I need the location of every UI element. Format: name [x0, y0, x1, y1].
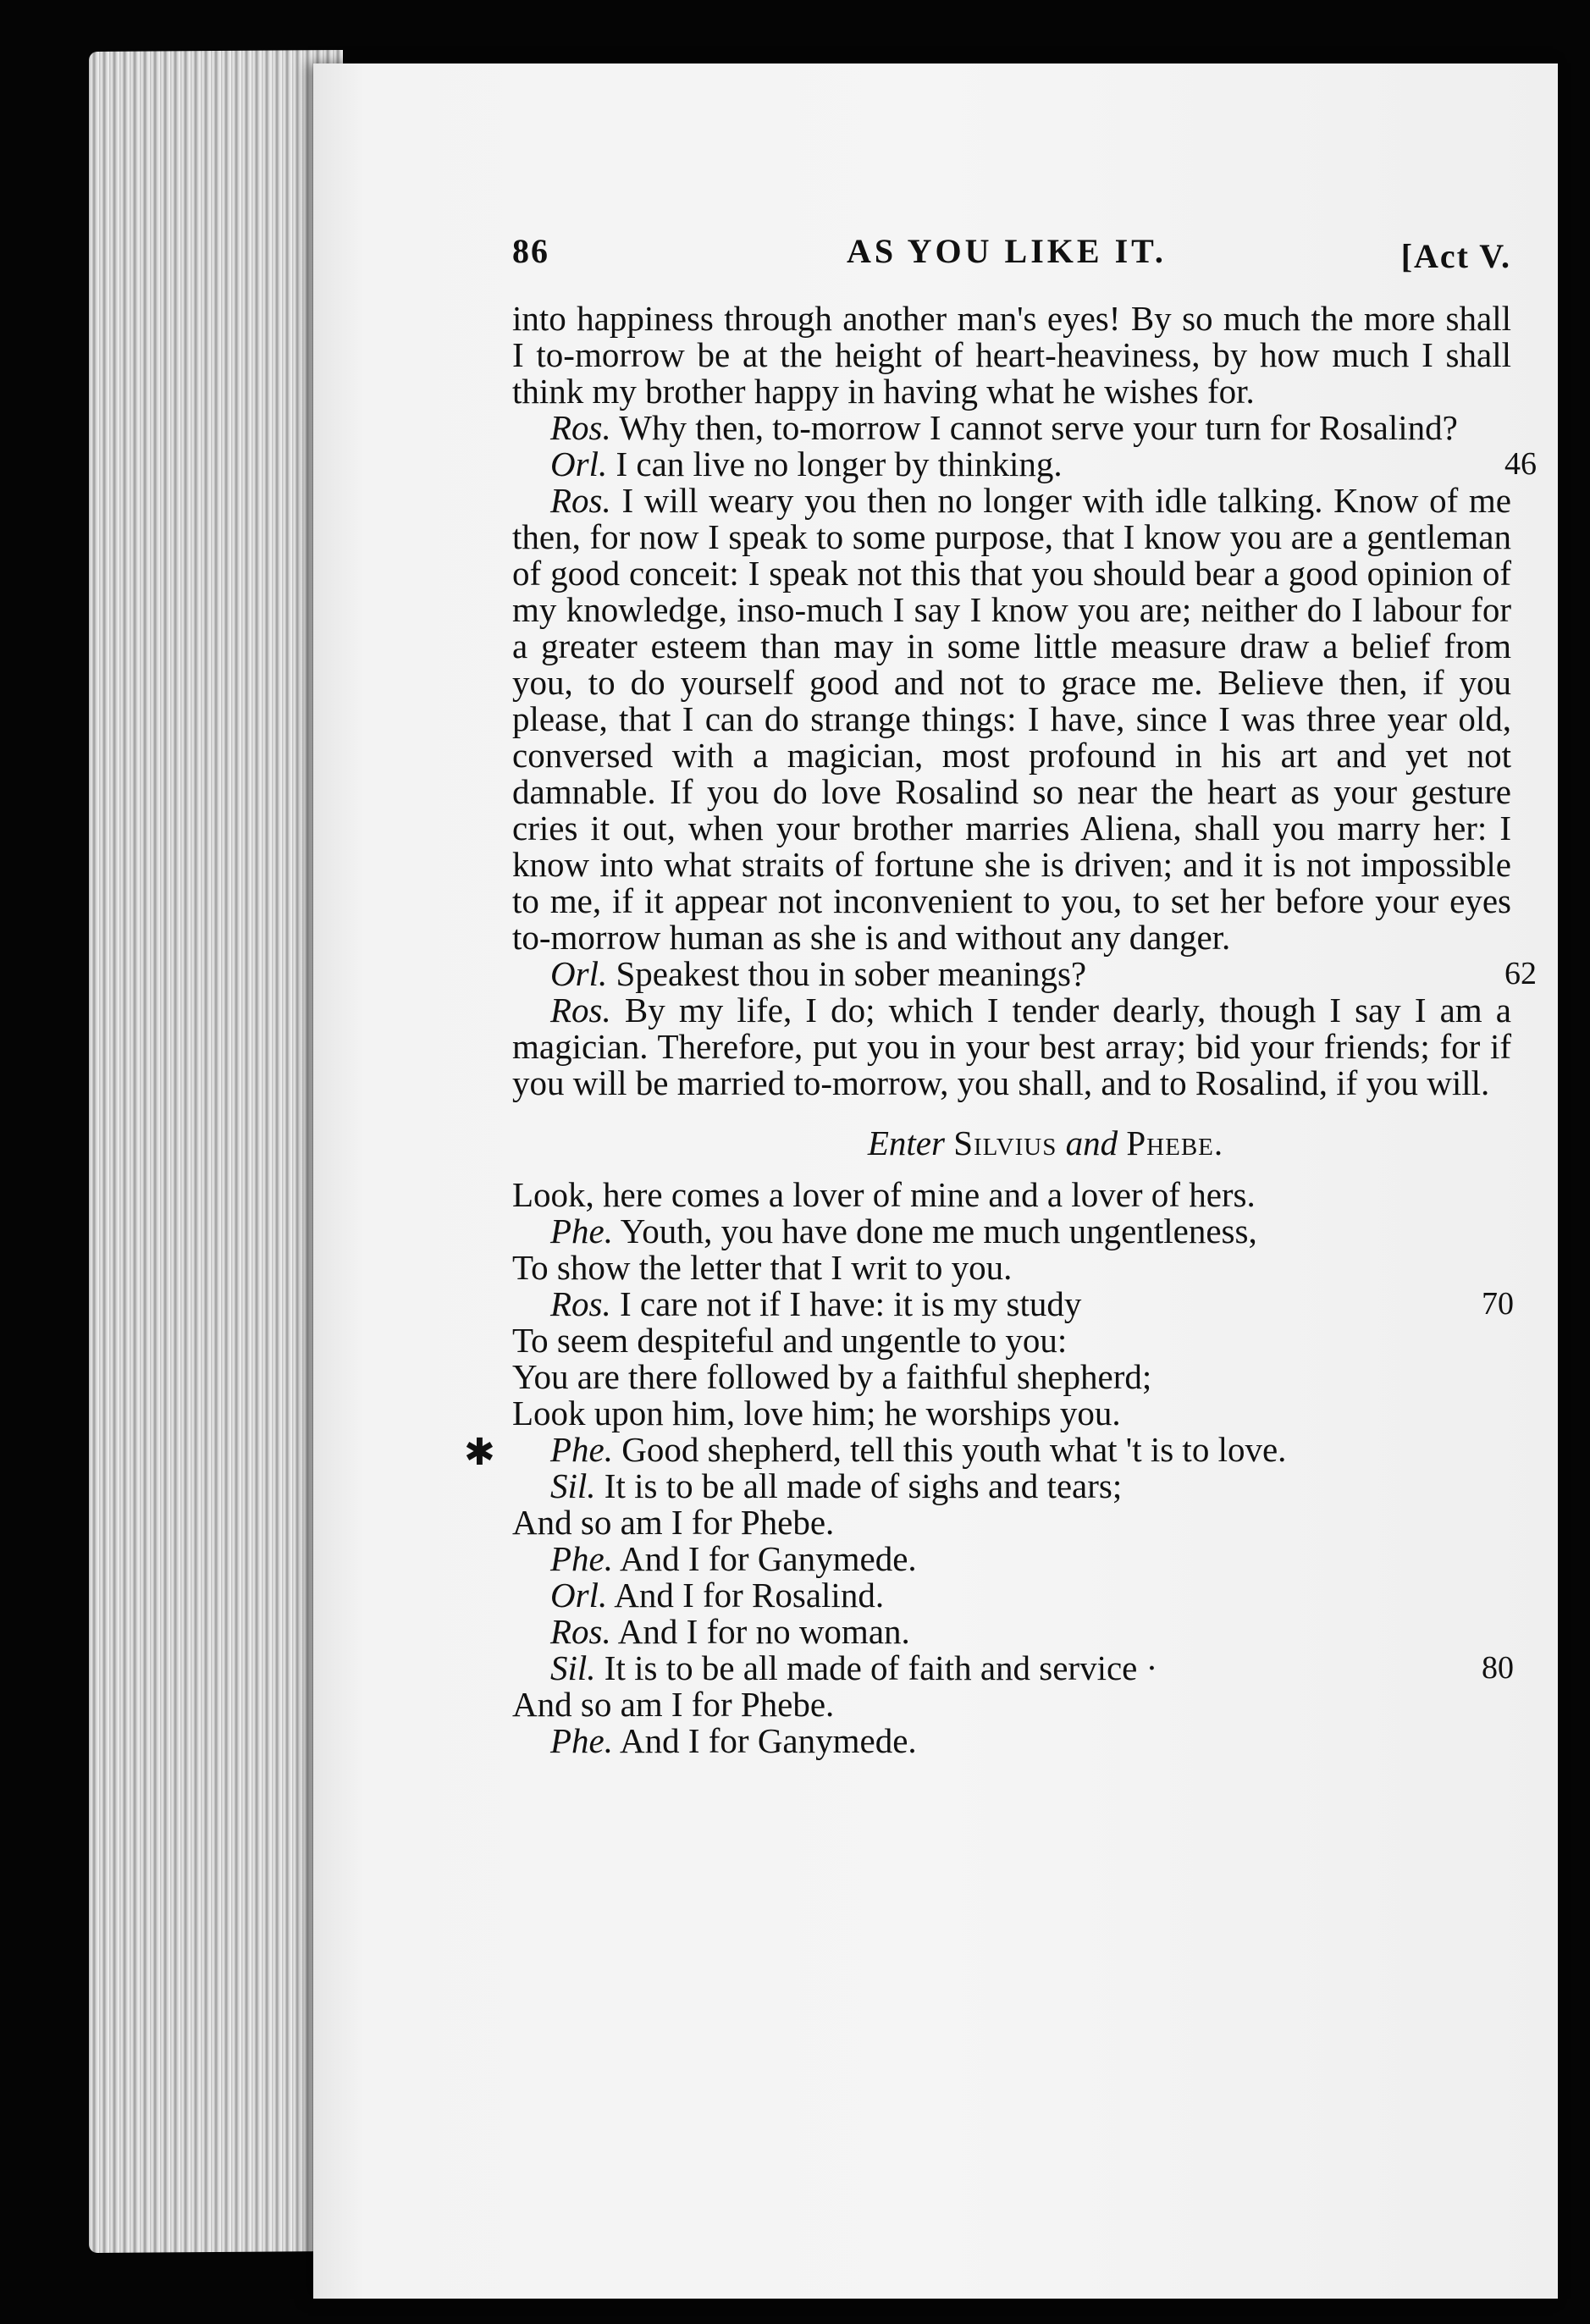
- speaker-name: Ros.: [550, 481, 611, 520]
- verse-line: [512, 1577, 1511, 1614]
- stage-enter: Enter: [867, 1123, 945, 1162]
- prose-passage: [512, 299, 1537, 1102]
- verse-text: And so am I for Phebe.: [512, 1503, 835, 1542]
- speech: [512, 992, 1511, 1101]
- speech-continuation: into happiness through another man's eyes! By so much the more shall I to-morrow be at the height of heart-heaviness, by how much I shall think my brother happy in having what he wishes for.: [512, 299, 1511, 411]
- verse-text: And I for Ganymede.: [620, 1539, 917, 1578]
- verse-text: It is to be all made of faith and service ·: [604, 1648, 1158, 1687]
- book-page: [313, 63, 1558, 2299]
- verse-text: To seem despiteful and ungentle to you:: [512, 1321, 1068, 1360]
- speaker-name: Ros.: [550, 408, 611, 447]
- speaker-name: Ros.: [550, 1612, 611, 1651]
- speech: [512, 444, 1537, 483]
- verse-line: [512, 1468, 1511, 1504]
- speech: [512, 410, 1511, 446]
- verse-text: It is to be all made of sighs and tears;: [604, 1466, 1123, 1505]
- page-content: [512, 232, 1537, 1760]
- speaker-name: Sil.: [550, 1648, 596, 1687]
- verse-line: [512, 1177, 1511, 1213]
- verse-line: [512, 1541, 1511, 1577]
- verse-text: Youth, you have done me much ungentleness,: [620, 1212, 1257, 1250]
- verse-text: Look upon him, love him; he worships you.: [512, 1394, 1121, 1432]
- speech: [512, 954, 1537, 993]
- character-name: Silvius: [953, 1123, 1057, 1162]
- character-name: Phebe.: [1126, 1123, 1224, 1162]
- running-head: [512, 233, 1511, 284]
- verse-text: I care not if I have: it is my study: [620, 1284, 1082, 1323]
- verse-text: Look, here comes a lover of mine and a lover of hers.: [512, 1175, 1256, 1214]
- verse-line: [512, 1648, 1514, 1687]
- stage-direction: [512, 1125, 1511, 1162]
- verse-line: [512, 1359, 1511, 1395]
- verse-line: [512, 1432, 1511, 1468]
- verse-line: [512, 1284, 1514, 1323]
- verse-text: You are there followed by a faithful shepherd;: [512, 1357, 1152, 1396]
- verse-line: [512, 1250, 1511, 1286]
- handwritten-margin-mark: ✱: [464, 1431, 495, 1474]
- speech: [512, 483, 1511, 956]
- speaker-name: Phe.: [550, 1212, 613, 1250]
- speaker-name: Orl.: [550, 444, 608, 483]
- speaker-name: Orl.: [550, 954, 608, 993]
- verse-passage: [512, 1175, 1514, 1760]
- line-number: 70: [1482, 1286, 1514, 1322]
- verse-line: [512, 1213, 1511, 1250]
- speaker-name: Phe.: [550, 1430, 613, 1469]
- verse-line: [512, 1322, 1511, 1359]
- speaker-name: Orl.: [550, 1576, 608, 1615]
- line-number: 80: [1482, 1650, 1514, 1686]
- verse-text: And so am I for Phebe.: [512, 1685, 835, 1724]
- verse-text: To show the letter that I writ to you.: [512, 1248, 1013, 1287]
- line-number: 46: [1504, 446, 1537, 482]
- speaker-name: Ros.: [550, 1284, 611, 1323]
- speech-text: By my life, I do; which I tender dearly, though I say I am a magician. Therefore, put you in your best array; bid your friends; for if you will be married to-morrow, you shall, and to Rosalind, if you will.: [512, 991, 1511, 1102]
- speaker-name: Phe.: [550, 1721, 613, 1760]
- verse-text: And I for no woman.: [617, 1612, 910, 1651]
- verse-text: And I for Rosalind.: [614, 1576, 885, 1615]
- verse-line: [512, 1614, 1511, 1650]
- stage-and: and: [1065, 1123, 1118, 1162]
- speaker-name: Ros.: [550, 991, 611, 1030]
- verse-text: And I for Ganymede.: [620, 1721, 917, 1760]
- running-title: AS YOU LIKE IT.: [847, 232, 1167, 270]
- verse-text: Good shepherd, tell this youth what 't is to love.: [621, 1430, 1287, 1469]
- verse-line: [512, 1504, 1511, 1541]
- act-label: [Act V.: [1400, 237, 1511, 275]
- speech-text: Speakest thou in sober meanings?: [616, 954, 1087, 993]
- page-number: 86: [512, 232, 549, 270]
- speech-text: I can live no longer by thinking.: [616, 444, 1063, 483]
- book-page-edges: [89, 50, 343, 2253]
- speaker-name: Phe.: [550, 1539, 613, 1578]
- verse-line: [512, 1723, 1511, 1759]
- verse-line: [512, 1686, 1511, 1723]
- verse-line: [512, 1395, 1511, 1432]
- speech-text: I will weary you then no longer with idle talking. Know of me then, for now I speak to some purpose, that I know you are a gentleman of good conceit: I speak not this that you should bear a good opinion of my knowledge, inso-much I say I know you are; neither do I labour for a greater esteem than may in some little measure draw a belief from you, to do yourself good and not to grace me. Believe then, if you please, that I can do strange things: I have, since I was three year old, conversed with a magician, most profound in his art and yet not damnable. If you do love Rosalind so near the heart as your gesture cries it out, when your brother marries Aliena, shall you marry her: I know into what straits of fortune she is driven; and it is not impossible to me, if it appear not inconvenient to you, to set her before your eyes to-morrow human as she is and without any danger.: [512, 481, 1511, 957]
- line-number: 62: [1504, 956, 1537, 991]
- speaker-name: Sil.: [550, 1466, 596, 1505]
- speech-text: Why then, to-morrow I cannot serve your turn for Rosalind?: [619, 408, 1458, 447]
